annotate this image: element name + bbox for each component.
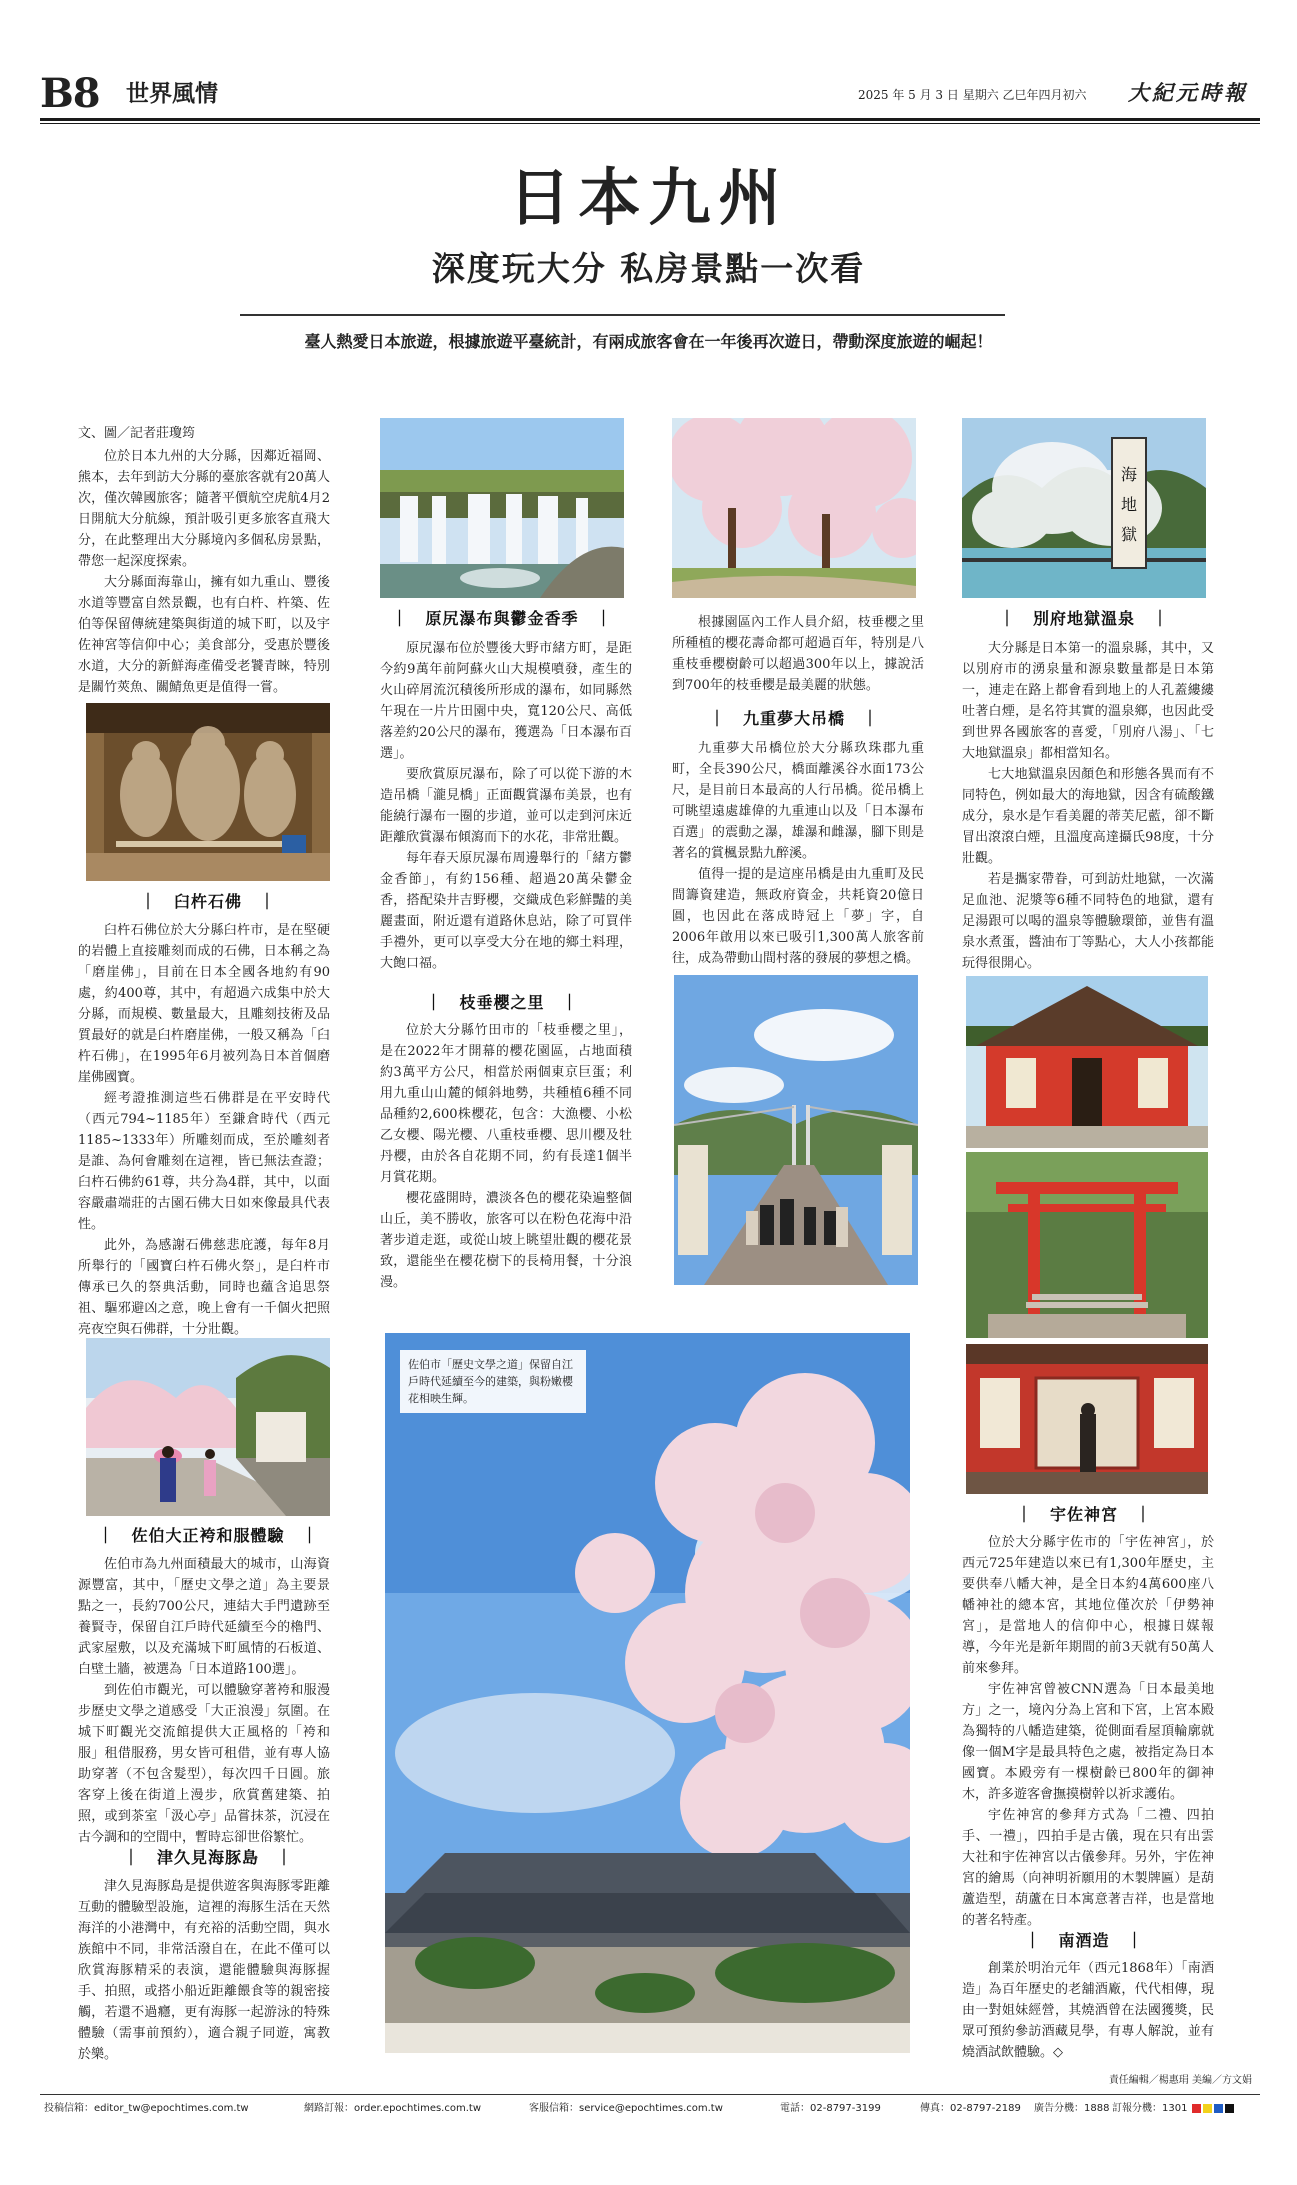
- paragraph: 大分縣面海靠山，擁有如九重山、豐後水道等豐富自然景觀，也有白杵、杵築、佐伯等保留傳統建築與街道的城下町，以及宇佐神宮等信仰中心；美食部分，受惠於豐後水道，大分的新鮮海產備受老饕青睞，特別是關竹莢魚、關鯖魚更是值得一嘗。: [78, 575, 330, 695]
- paragraph: 若是攜家帶眷，可到訪灶地獄，一次滿足血池、泥漿等6種不同特色的地獄，還有足湯跟可以喝的溫泉等體驗環節，並售有溫泉水煮蛋，醬油布丁等點心，大人小孩都能玩得很開心。: [962, 872, 1214, 971]
- usuki-buddha-photo: [86, 703, 330, 881]
- footer-order-link[interactable]: 網路訂報：order.epochtimes.com.tw: [304, 2103, 481, 2114]
- lead-paragraph: 臺人熱愛日本旅遊，根據旅遊平臺統計，有兩成旅客會在一年後再次遊日，帶動深度旅遊的崛起！: [304, 332, 993, 351]
- reg-mark-yellow: [1203, 2104, 1212, 2113]
- paragraph: 位於大分縣宇佐市的「宇佐神宮」，於西元725年建造以來已有1,300年歷史，主要供奉八幡大神，是全日本約4萬600座八幡神社的總本宮，其地位僅次於「伊勢神宮」，是當地人的信仰中心，根據日媒報導，今年光是新年期間的前3天就有50萬人前來參拜。: [962, 1535, 1214, 1676]
- paragraph: 宇佐神宮曾被CNN選為「日本最美地方」之一，境內分為上宮和下宮，上宮本殿為獨特的八幡造建築，從側面看屋頂輪廓就像一個M字是最具特色之處，被指定為日本國寶。本殿旁有一棵樹齡已800年的御神木，許多遊客會撫摸樹幹以祈求護佑。: [962, 1682, 1214, 1802]
- harajiri-heading-text: 原尻瀑布與鬱金香季: [425, 609, 579, 628]
- masthead-rule-thin: [40, 123, 1260, 124]
- saiki-text: [78, 1554, 330, 1848]
- masthead: [40, 72, 1260, 116]
- sakura-cont-text: [672, 612, 924, 696]
- kokonoe-text: [672, 738, 924, 969]
- big-photo-caption: [400, 1350, 586, 1413]
- paragraph: 九重夢大吊橋位於大分縣玖珠郡九重町，全長390公尺，橋面離溪谷水面173公尺，是目前日本最高的人行吊橋。從吊橋上可眺望遠處雄偉的九重連山以及「日本瀑布百選」的震動之瀑，雄瀑和雌瀑，腳下則是著名的賞楓景點九醉溪。: [672, 741, 924, 861]
- intro-text: [78, 446, 330, 698]
- reg-mark-red: [1192, 2104, 1201, 2113]
- tsukumi-text: [78, 1876, 330, 2065]
- paragraph: 大分縣是日本第一的溫泉縣，其中，又以別府市的湧泉量和源泉數量都是日本第一，連走在路上都會看到地上的人孔蓋縷縷吐著白煙，是名符其實的溫泉鄉，也因此受到世界各國旅客的喜愛，「別府八湯」、「七大地獄溫泉」都相當知名。: [962, 641, 1214, 761]
- section-title: 世界風情: [126, 81, 218, 107]
- paragraph: 原尻瀑布位於豐後大野市緒方町，是距今約9萬年前阿蘇火山大規模噴發，產生的火山碎屑流沉積後所形成的瀑布，如同縣然午現在一片片田園中央，寬120公尺、高低落差約20公尺的瀑布，獲選為「日本瀑布百選」。: [380, 641, 632, 761]
- footer-ads-ext: 廣告分機：1888: [1034, 2103, 1110, 2114]
- paragraph: 要欣賞原尻瀑布，除了可以從下游的木造吊橋「瀧見橋」正面觀賞瀑布美景，也有能繞行瀑布一圈的步道，並可以走到河床近距離欣賞瀑布傾瀉而下的水花，非常壯觀。: [380, 767, 632, 845]
- nangou-text: [962, 1958, 1214, 2063]
- usa-shrine-gate-photo: [966, 976, 1208, 1148]
- harajiri-falls-photo: [380, 418, 624, 598]
- beppu-heading: ｜ 別府地獄溫泉 ｜: [998, 609, 1170, 628]
- footer-service-email[interactable]: 客服信箱：service@epochtimes.com.tw: [529, 2103, 723, 2114]
- svg-text:地: 地: [1120, 495, 1138, 514]
- usuki-text: [78, 920, 330, 1340]
- saiki-kimono-photo: [86, 1338, 330, 1516]
- masthead-rule: [40, 118, 1260, 121]
- usa-heading-text: 宇佐神宮: [1049, 1505, 1118, 1524]
- headline-title: 日本九州: [508, 161, 789, 234]
- reg-mark-black: [1225, 2104, 1234, 2113]
- editor-credits: 責任編輯／楊惠琄 美編／方文娟: [1108, 2075, 1252, 2086]
- saiki-heading: ｜ 佐伯大正袴和服體驗 ｜: [97, 1526, 319, 1545]
- usa-text: [962, 1532, 1214, 1931]
- footer-submit-email[interactable]: 投稿信箱：editor_tw@epochtimes.com.tw: [44, 2103, 249, 2114]
- harajiri-text: [380, 638, 632, 974]
- shidare-sakura-photo: [672, 418, 916, 598]
- saiki-heading-text: 佐伯大正袴和服體驗: [131, 1526, 285, 1545]
- paragraph: 創業於明治元年（西元1868年）「南酒造」為百年歷史的老舖酒廠，代代相傳，現由一對姐妹經營，其燒酒曾在法國獲獎，民眾可預約參訪酒藏見學，有專人解說，並有燒酒試飲體驗。◇: [962, 1961, 1214, 2060]
- paragraph: 臼杵石佛位於大分縣臼杵市，是在堅硬的岩體上直接雕刻而成的石佛，日本稱之為「磨崖佛」，目前在日本全國各地約有90處，約400尊，其中，有超過六成集中於大分縣，而規模、數量最大，且雕刻技術及品質最好的就是臼杵磨崖佛，一般又稱為「臼杵石佛」，在1995年6月被列為日本首個磨崖佛國寶。: [78, 923, 330, 1085]
- beppu-heading-text: 別府地獄溫泉: [1032, 609, 1135, 628]
- page-number: B8: [40, 70, 100, 117]
- beppu-text: [962, 638, 1214, 974]
- kokonoe-heading: ｜ 九重夢大吊橋 ｜: [708, 709, 880, 728]
- usa-shrine-torii-photo: [966, 1152, 1208, 1338]
- usuki-heading-text: 臼杵石佛: [173, 892, 242, 911]
- beppu-hell-onsen-photo: [962, 418, 1206, 598]
- footer-subscribe-ext: 訂報分機：1301: [1112, 2103, 1188, 2114]
- usa-heading: ｜ 宇佐神宮 ｜: [1015, 1505, 1153, 1524]
- paragraph: 位於日本九州的大分縣，因鄰近福岡、熊本，去年到訪大分縣的臺旅客就有20萬人次，僅次韓國旅客；隨著平價航空虎航4月2日開航大分航線，預計吸引更多旅客直飛大分，在此整理出大分縣境內多個私房景點，帶您一起深度探索。: [78, 449, 330, 569]
- reg-mark-blue: [1214, 2104, 1223, 2113]
- paragraph: 值得一提的是這座吊橋是由九重町及民間籌資建造，無政府資金，共耗資20億日圓，也因此在落成時冠上「夢」字，自2006年啟用以來已吸引1,300萬人旅客前往，成為帶動山間村落的發展的夢想之橋。: [672, 867, 924, 966]
- svg-text:海: 海: [1120, 465, 1138, 484]
- kokonoe-bridge-photo: [674, 975, 918, 1285]
- color-registration-marks: [1192, 2104, 1236, 2114]
- footer-phone: 電話：02-8797-3199: [780, 2103, 881, 2114]
- paragraph: 每年春天原尻瀑布周邊舉行的「緒方鬱金香節」，有約156種、超過20萬朵鬱金香，搭配染井吉野櫻，交織成色彩鮮豔的美麗畫面，附近還有道路休息站，除了可買伴手禮外，更可以享受大分在地的鄉土料理，大飽口福。: [380, 851, 632, 971]
- kokonoe-heading-text: 九重夢大吊橋: [742, 709, 845, 728]
- paragraph: 到佐伯市觀光，可以體驗穿著袴和服漫步歷史文學之道感受「大正浪漫」氛圍。在城下町觀光交流館提供大正風格的「袴和服」租借服務，男女皆可租借，並有專人協助穿著（不包含髮型），每次四千日圓。旅客穿上後在街道上漫步，欣賞舊建築、拍照，或到茶室「汲心亭」品嘗抹茶，沉浸在古今調和的空間中，暫時忘卻世俗繁忙。: [78, 1683, 330, 1845]
- paragraph: 津久見海豚島是提供遊客與海豚零距離互動的體驗型設施，這裡的海豚生活在天然海洋的小港灣中，有充裕的活動空間，與水族館中不同，非常活潑自在，在此不僅可以欣賞海豚精采的表演，還能體驗與海豚握手、拍照，或搭小船近距離餵食等的親密接觸，若還不過癮，更有海豚一起游泳的特殊體驗（需事前預約），適合親子同遊，寓教於樂。: [78, 1879, 330, 2062]
- tsukumi-heading: ｜ 津久見海豚島 ｜: [122, 1848, 294, 1867]
- paragraph: 宇佐神宮的參拜方式為「二禮、四拍手、一禮」，四拍手是古儀，現在只有出雲大社和宇佐神宮以古儀參拜。另外，宇佐神宮的繪馬（向神明祈願用的木製牌匾）是葫蘆造型，葫蘆在日本寓意著吉祥，也是當地的著名特產。: [962, 1808, 1214, 1928]
- headline-subtitle: 深度玩大分 私房景點一次看: [431, 249, 866, 288]
- shidare-heading-text: 枝垂櫻之里: [459, 993, 545, 1012]
- paragraph: 櫻花盛開時，濃淡各色的櫻花染遍整個山丘，美不勝收，旅客可以在粉色花海中沿著步道走逛，或從山坡上眺望壯觀的櫻花景致，還能坐在櫻花樹下的長椅用餐，十分浪漫。: [380, 1191, 632, 1290]
- paragraph: 七大地獄溫泉因顏色和形態各異而有不同特色，例如最大的海地獄，因含有硫酸鐵成分，泉水是乍看美麗的蒂芙尼藍，卻不斷冒出滾滾白煙，且溫度高達攝氏98度，十分壯觀。: [962, 767, 1214, 866]
- paragraph: 經考證推測這些石佛群是在平安時代（西元794~1185年）至鎌倉時代（西元1185~1333年）所雕刻而成，至於雕刻者是誰、為何會雕刻在這裡，皆已無法查證；臼杵石佛約61尊，共分為4群，其中，以面容嚴肅端莊的古園石佛大日如來像最具代表性。: [78, 1091, 330, 1232]
- footer-bar: [44, 2100, 1260, 2118]
- shidare-heading: ｜ 枝垂櫻之里 ｜: [425, 993, 579, 1012]
- footer-fax: 傳真：02-8797-2189: [920, 2103, 1021, 2114]
- footer-rule: [40, 2094, 1260, 2095]
- usa-shrine-hall-photo: [966, 1344, 1208, 1494]
- tsukumi-heading-text: 津久見海豚島: [156, 1848, 259, 1867]
- nangou-heading-text: 南酒造: [1058, 1931, 1110, 1950]
- harajiri-heading: ｜ 原尻瀑布與鬱金香季 ｜: [391, 609, 613, 628]
- paragraph: 此外，為感謝石佛慈悲庇護，每年8月所舉行的「國寶臼杵石佛火祭」，是臼杵市傳承已久的祭典活動，同時也蘊含追思祭祖、驅邪避凶之意，晚上會有一千個火把照亮夜空與石佛群，十分壯觀。: [78, 1238, 330, 1337]
- headline-rule: [240, 314, 1005, 316]
- paper-logo: 大紀元時報: [1128, 80, 1248, 105]
- caption-text: 佐伯市「歷史文學之道」保留自江戶時代延續至今的建築，與粉嫩櫻花相映生輝。: [408, 1358, 573, 1405]
- shidare-text: [380, 1020, 632, 1293]
- usuki-heading: ｜ 臼杵石佛 ｜: [139, 892, 277, 911]
- issue-date: 2025 年 5 月 3 日 星期六 乙巳年四月初六: [858, 88, 1087, 102]
- paragraph: 佐伯市為九州面積最大的城市，山海資源豐富，其中，「歷史文學之道」為主要景點之一，長約700公尺，連結大手門遺跡至養賢寺，保留自江戶時代延續至今的櫓門、武家屋敷，以及充滿城下町風情的石板道、白壁土牆，被選為「日本道路100選」。: [78, 1557, 330, 1677]
- paragraph: 位於大分縣竹田市的「枝垂櫻之里」，是在2022年才開幕的櫻花園區，占地面積約3萬平方公尺，相當於兩個東京巨蛋；利用九重山山麓的傾斜地勢，共種植6種不同品種約2,600株櫻花，包含：大漁櫻、小松乙女櫻、陽光櫻、八重枝垂櫻、思川櫻及牡丹櫻，由於各自花期不同，約有長達1個半月賞花期。: [380, 1023, 632, 1185]
- saiki-history-road-photo: [385, 1333, 910, 2053]
- byline: 文、圖／記者莊瓊筠: [78, 426, 196, 441]
- paragraph: 根據園區內工作人員介紹，枝垂櫻之里所種植的櫻花壽命都可超過百年，特別是八重枝垂櫻樹齡可以超過300年以上，據說活到700年的枝垂櫻是最美麗的狀態。: [672, 615, 924, 693]
- nangou-heading: ｜ 南酒造 ｜: [1024, 1931, 1144, 1950]
- svg-text:獄: 獄: [1120, 525, 1138, 544]
